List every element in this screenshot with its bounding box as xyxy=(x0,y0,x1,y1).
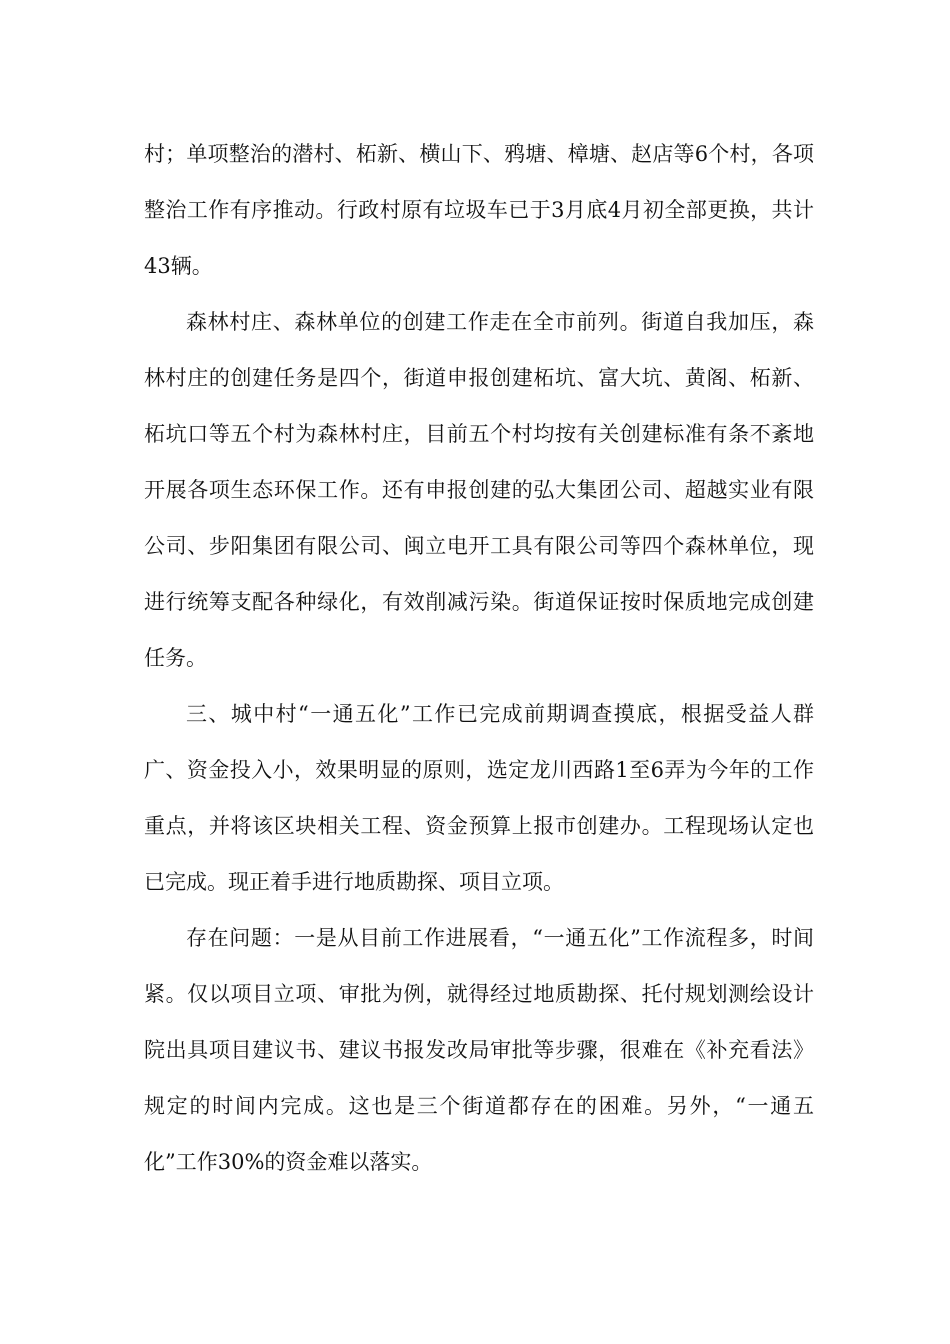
paragraph-4: 存在问题：一是从目前工作进展看，“一通五化”工作流程多，时间紧。仅以项目立项、审批为例，就得经过地质勘探、托付规划测绘设计院出具项目建议书、建议书报发改局审批等步骤，很难在《补充看法》规定的时间内完成。这也是三个街道都存在的困难。另外，“一通五化”工作30%的资金难以落实。 xyxy=(144,926,814,1174)
document-page xyxy=(144,126,814,1190)
paragraph-3: 三、城中村“一通五化”工作已完成前期调查摸底，根据受益人群广、资金投入小，效果明显的原则，选定龙川西路1至6弄为今年的工作重点，并将该区块相关工程、资金预算上报市创建办。工程现场认定也已完成。现正着手进行地质勘探、项目立项。 xyxy=(144,702,814,894)
paragraph-2: 森林村庄、森林单位的创建工作走在全市前列。街道自我加压，森林村庄的创建任务是四个，街道申报创建柘坑、富大坑、黄阁、柘新、柘坑口等五个村为森林村庄，目前五个村均按有关创建标准有条不紊地开展各项生态环保工作。还有申报创建的弘大集团公司、超越实业有限公司、步阳集团有限公司、闽立电开工具有限公司等四个森林单位，现进行统筹支配各种绿化，有效削减污染。街道保证按时保质地完成创建任务。 xyxy=(144,310,814,670)
paragraph-1: 村；单项整治的潜村、柘新、横山下、鸦塘、樟塘、赵店等6个村，各项整治工作有序推动。行政村原有垃圾车已于3月底4月初全部更换，共计43辆。 xyxy=(144,142,814,278)
